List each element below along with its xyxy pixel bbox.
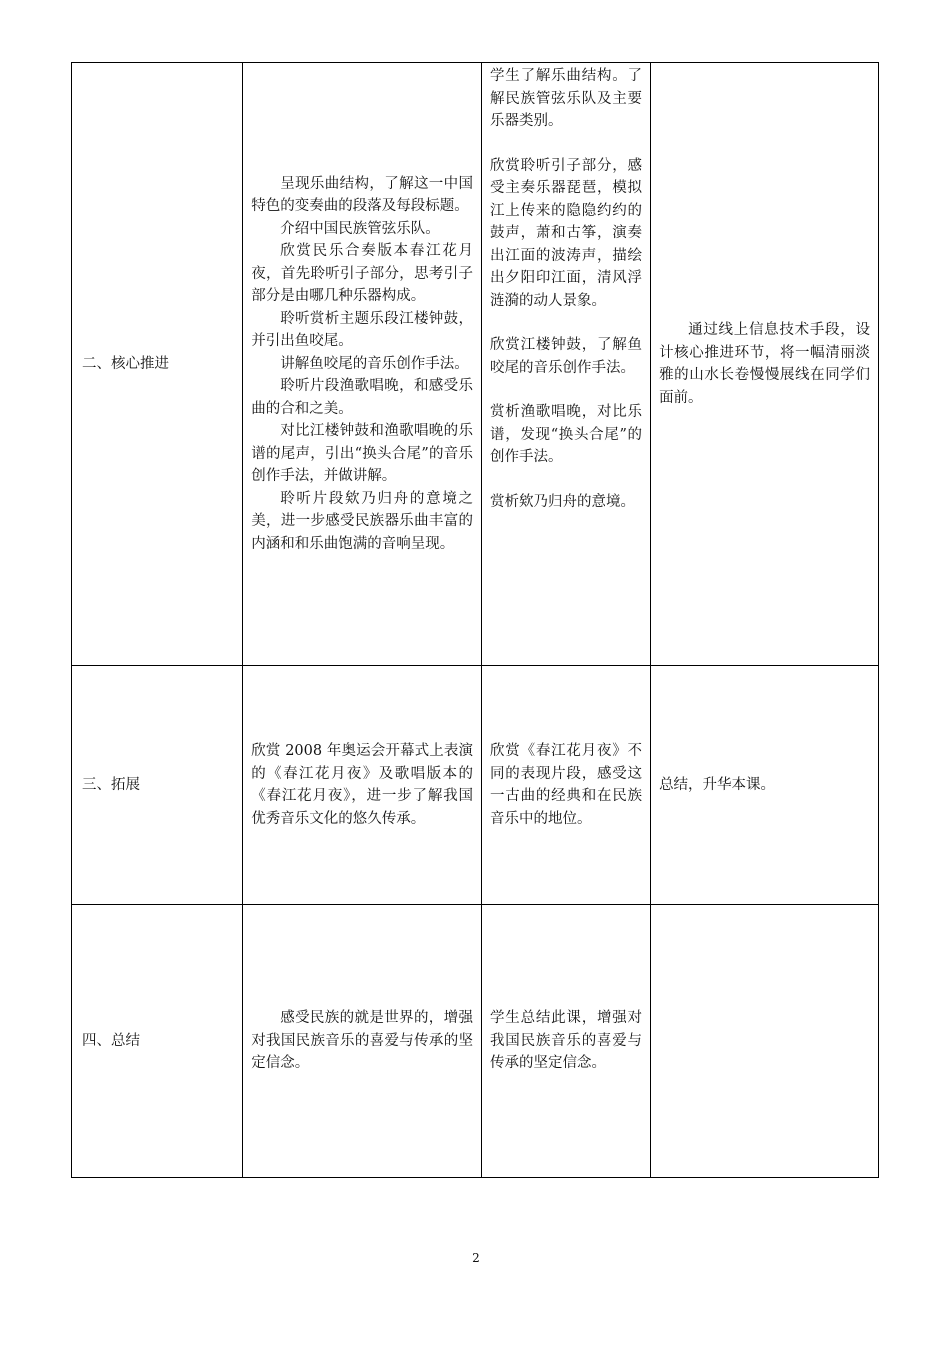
student-activity-cell [482,63,651,666]
intent-paragraph: 总结，升华本课。 [659,776,776,793]
design-intent-cell [651,666,879,905]
teacher-activity-cell [243,905,482,1178]
student-paragraph: 欣赏江楼钟鼓，了解鱼咬尾的音乐创作手法。 [490,337,643,376]
stage-cell: 三、拓展 [72,666,243,905]
student-paragraph: 欣赏《春江花月夜》不同的表现片段，感受这一古曲的经典和在民族音乐中的地位。 [490,743,643,827]
teacher-paragraph: 呈现乐曲结构，了解这一中国特色的变奏曲的段落及每段标题。 [251,175,474,215]
table-row [72,905,879,1178]
table-row [72,666,879,905]
teacher-paragraph: 欣赏 2008 年奥运会开幕式上表演的《春江花月夜》及歌唱版本的《春江花月夜》，进一步了解我国优秀音乐文化的悠久传承。 [251,743,474,827]
table-row [72,63,879,666]
stage-cell: 四、总结 [72,905,243,1178]
lesson-plan-table [71,62,879,1178]
teacher-paragraph: 欣赏民乐合奏版本春江花月夜，首先聆听引子部分，思考引子部分是由哪几种乐器构成。 [251,243,474,305]
student-activity-cell [482,666,651,905]
student-activity-cell [482,905,651,1178]
teacher-paragraph: 聆听片段欸乃归舟的意境之美，进一步感受民族器乐曲丰富的内涵和和乐曲饱满的音响呈现。 [251,490,474,552]
teacher-paragraph: 介绍中国民族管弦乐队。 [280,220,440,237]
student-paragraph: 欣赏聆听引子部分，感受主奏乐器琵琶，模拟江上传来的隐隐约约的鼓声，萧和古筝，演奏出江面的波涛声，描绘出夕阳印江面，清风浮涟漪的动人景象。 [490,157,643,309]
teacher-activity-cell [243,63,482,666]
teacher-paragraph: 讲解鱼咬尾的音乐创作手法。 [280,355,469,372]
teacher-paragraph: 聆听片段渔歌唱晚，和感受乐曲的合和之美。 [251,378,474,417]
design-intent-cell [651,905,879,1178]
teacher-paragraph: 对比江楼钟鼓和渔歌唱晚的乐谱的尾声，引出“换头合尾”的音乐创作手法，并做讲解。 [251,423,474,485]
teacher-paragraph: 感受民族的就是世界的，增强对我国民族音乐的喜爱与传承的坚定信念。 [251,1010,474,1072]
page-number: 2 [472,1251,480,1265]
student-paragraph: 学生总结此课，增强对我国民族音乐的喜爱与传承的坚定信念。 [490,1010,643,1072]
student-paragraph: 赏析欸乃归舟的意境。 [490,493,636,510]
student-paragraph: 赏析渔歌唱晚，对比乐谱，发现“换头合尾”的创作手法。 [490,404,643,465]
teacher-paragraph: 聆听赏析主题乐段江楼钟鼓，并引出鱼咬尾。 [251,310,474,350]
student-paragraph: 学生了解乐曲结构。了解民族管弦乐队及主要乐器类别。 [490,68,643,129]
teacher-activity-cell [243,666,482,905]
stage-cell: 二、核心推进 [72,63,243,666]
intent-paragraph: 通过线上信息技术手段，设计核心推进环节，将一幅清丽淡雅的山水长卷慢慢展线在同学们面前。 [659,322,870,406]
design-intent-cell [651,63,879,666]
